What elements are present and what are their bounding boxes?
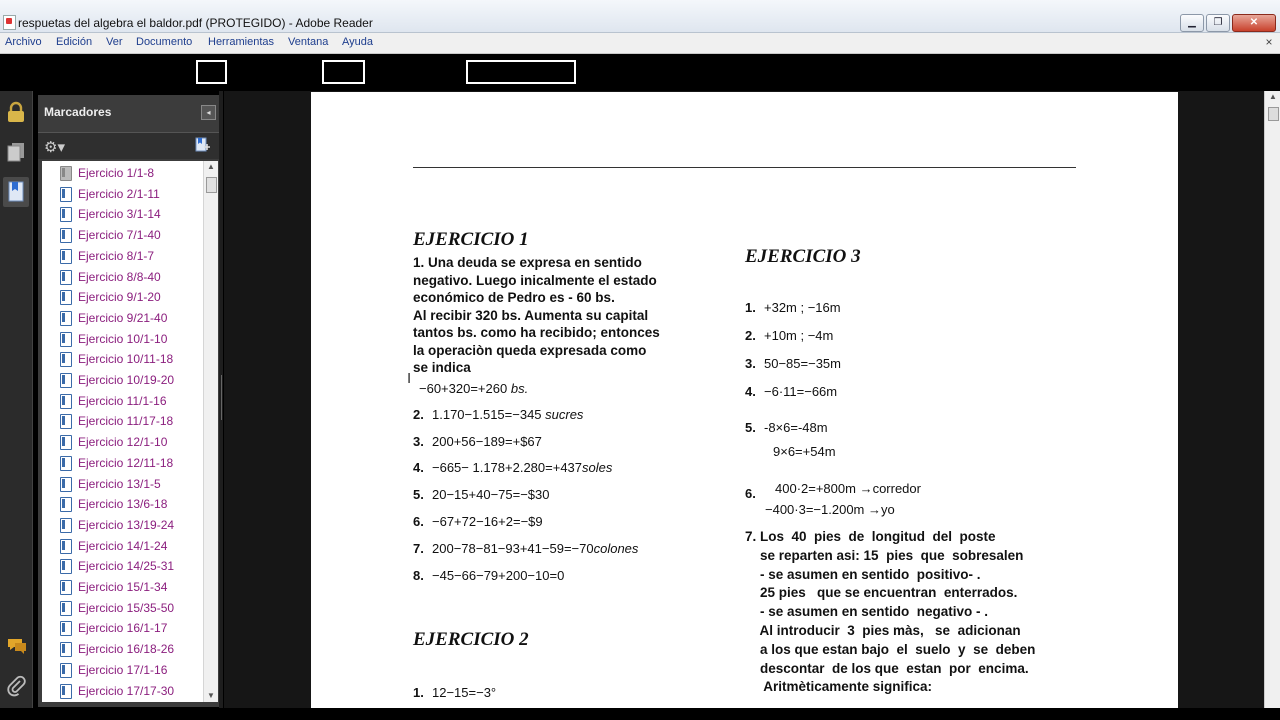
paragraph-line: Al recibir 320 bs. Aumenta su capital (413, 307, 649, 323)
text-cursor-icon: I (407, 370, 412, 387)
bookmark-label: Ejercicio 13/19-24 (78, 517, 175, 532)
paragraph-line: negativo. Luego inicalmente el estado (413, 272, 657, 288)
new-bookmark-icon[interactable] (195, 137, 211, 153)
equation (413, 434, 542, 449)
equation (745, 328, 833, 343)
equation-text: 200+56−189=+$67 (432, 434, 542, 449)
scroll-up-arrow-icon[interactable]: ▲ (207, 162, 215, 171)
bookmark-icon (60, 559, 72, 574)
menu-ver[interactable]: Ver (106, 36, 123, 48)
equation-unit: bs. (510, 381, 529, 396)
bookmark-label: Ejercicio 1/1-8 (78, 166, 155, 180)
bookmark-item[interactable] (42, 474, 202, 494)
bookmark-item[interactable] (42, 598, 202, 618)
equation: −400·3=−1.200m →yo (765, 502, 895, 517)
paragraph-line: Aritmèticamente significa: (745, 679, 933, 695)
bookmark-item[interactable] (42, 556, 202, 576)
bookmark-label: Ejercicio 13/1-5 (78, 476, 161, 491)
equation (413, 514, 543, 529)
menu-ayuda[interactable]: Ayuda (342, 36, 373, 48)
menu-ventana[interactable]: Ventana (288, 36, 329, 48)
bookmarks-icon[interactable] (3, 177, 29, 207)
bookmark-label: Ejercicio 13/6-18 (78, 497, 168, 512)
equation-text: −45−66−79+200−10=0 (432, 568, 565, 583)
scroll-down-arrow-icon[interactable]: ▼ (207, 691, 215, 700)
equation-number: 2. (413, 407, 424, 422)
bookmark-icon (60, 228, 72, 243)
bookmark-icon (60, 663, 72, 678)
bookmark-item[interactable] (42, 308, 202, 328)
bookmark-label: Ejercicio 17/17-30 (78, 683, 175, 698)
equation-text: 20−15+40−75=−$30 (432, 487, 550, 502)
bookmarks-title: Marcadores (44, 105, 112, 119)
bookmark-icon (60, 187, 72, 202)
status-strip (0, 708, 1280, 720)
paragraph-line: - se asumen en sentido negativo - . (745, 604, 989, 620)
paragraph-line: - se asumen en sentido positivo- . (745, 566, 981, 582)
equation-text: 50−85=−35m (764, 356, 841, 371)
equation-text: +10m ; −4m (764, 328, 834, 343)
options-gear-icon[interactable]: ⚙▾ (44, 139, 65, 156)
paragraph-line: económico de Pedro es - 60 bs. (413, 290, 615, 305)
equation-text: 200−78−81−93+41−59=−70 (432, 541, 594, 556)
bookmark-icon (60, 601, 72, 616)
equation (745, 356, 841, 371)
equation (413, 568, 564, 583)
bookmark-item[interactable] (42, 453, 202, 473)
bookmarks-toolbar (38, 132, 219, 159)
menu-archivo[interactable]: Archivo (5, 36, 42, 48)
scroll-up-arrow-icon[interactable]: ▲ (1269, 92, 1277, 101)
bookmark-icon (60, 642, 72, 657)
bookmark-label: Ejercicio 9/21-40 (78, 310, 168, 325)
equation-unit: soles (582, 460, 613, 475)
paragraph-line: se reparten asi: 15 pies que sobresalen (745, 547, 1024, 563)
bookmark-item[interactable] (42, 618, 202, 638)
equation-number: 3. (413, 434, 424, 449)
menu-documento[interactable]: Documento (136, 36, 193, 48)
equation-text: +32m ; −16m (764, 300, 841, 315)
bookmark-icon (60, 166, 72, 181)
bookmark-label: Ejercicio 14/1-24 (78, 538, 168, 553)
bookmark-label: Ejercicio 8/1-7 (78, 248, 155, 263)
toolbar-field[interactable] (466, 60, 576, 84)
bookmark-item[interactable] (42, 225, 202, 245)
equation-number: 1. (413, 685, 424, 700)
bookmark-icon (60, 497, 72, 512)
equation (745, 420, 828, 435)
bookmark-item[interactable] (42, 163, 202, 183)
bookmark-item[interactable] (42, 494, 202, 514)
bookmark-item[interactable] (42, 536, 202, 556)
pdf-app-icon (3, 15, 16, 30)
bookmark-item[interactable] (42, 204, 202, 224)
equation-unit: colones (593, 541, 639, 556)
bookmark-label: Ejercicio 17/1-16 (78, 662, 168, 677)
bookmark-icon (60, 518, 72, 533)
pdf-page (311, 92, 1178, 712)
equation-number: 6. (413, 514, 424, 529)
ejercicio-1-heading: EJERCICIO 1 (413, 229, 529, 250)
bookmark-label: Ejercicio 16/1-17 (78, 621, 168, 636)
paragraph-line: la operaciòn queda expresada como (413, 342, 647, 358)
equation-number: 8. (413, 568, 424, 583)
equation-number: 5. (413, 487, 424, 502)
equation-number: 4. (745, 384, 756, 399)
paragraph-line: 7. Los 40 pies de longitud del poste (745, 529, 996, 544)
equation-text: −67+72−16+2=−$9 (432, 514, 543, 529)
bookmark-label: Ejercicio 11/1-16 (78, 393, 167, 408)
equation: 9×6=+54m (773, 444, 836, 459)
paragraph-line: a los que estan bajo el suelo y se deben (745, 641, 1036, 657)
equation-number: 6. (745, 486, 756, 501)
paragraph-line: tantos bs. como ha recibido; entonces (413, 325, 660, 340)
close-button[interactable]: ✕ (1232, 14, 1276, 32)
navigation-rail (0, 91, 33, 708)
equation-text: -8×6=-48m (764, 420, 828, 435)
equation (413, 487, 550, 502)
equation-text: 12−15=−3° (432, 685, 497, 700)
attachments-icon[interactable] (6, 675, 26, 697)
menu-bar (0, 33, 1280, 54)
equation (413, 460, 612, 475)
bookmark-icon (60, 207, 72, 222)
bookmark-label: Ejercicio 2/1-11 (78, 186, 160, 201)
bookmark-label: Ejercicio 10/11-18 (78, 352, 174, 367)
equation-number: 7. (413, 541, 424, 556)
bookmark-label: Ejercicio 15/1-34 (78, 580, 168, 594)
equation (413, 541, 638, 556)
bookmark-label: Ejercicio 16/18-26 (78, 642, 175, 657)
paragraph-line: descontar de los que estan por encima. (745, 660, 1029, 676)
equation-text: −665− 1.178+2.280=+437 (432, 460, 583, 475)
bookmark-icon (60, 290, 72, 305)
equation-number: 1. (745, 300, 756, 315)
menu-edicion[interactable]: Edición (56, 36, 93, 48)
equation-number: 2. (745, 328, 756, 343)
ejercicio-3-heading: EJERCICIO 3 (745, 246, 861, 267)
paragraph-line: Al introducir 3 pies màs, se adicionan (745, 622, 1021, 638)
bookmark-icon (60, 414, 72, 429)
bookmarks-scrollbar[interactable] (203, 161, 218, 702)
bookmark-item[interactable] (42, 287, 202, 307)
bookmark-item[interactable] (42, 681, 202, 701)
bookmark-icon (60, 332, 72, 347)
equation (413, 407, 583, 422)
equation-unit: sucres (545, 407, 584, 422)
bookmark-icon (60, 249, 72, 264)
menu-herramientas[interactable]: Herramientas (208, 36, 275, 48)
bookmark-icon (60, 477, 72, 492)
ejercicio-1-paragraph (413, 254, 660, 377)
bookmark-label: Ejercicio 11/17-18 (78, 414, 174, 429)
close-document-icon[interactable]: × (1265, 35, 1273, 49)
bookmark-item[interactable] (42, 267, 202, 287)
bookmark-item[interactable] (42, 411, 202, 431)
toolbar-button[interactable] (196, 60, 227, 84)
equation-text: −6·11=−66m (764, 384, 838, 399)
lock-icon[interactable] (6, 101, 26, 123)
bookmark-icon (60, 539, 72, 554)
bookmark-label: Ejercicio 7/1-40 (78, 228, 161, 243)
bookmark-label: Ejercicio 15/35-50 (78, 600, 175, 615)
bookmarks-list (42, 161, 218, 702)
scroll-thumb[interactable] (206, 177, 217, 193)
bookmark-icon (60, 456, 72, 471)
maximize-button[interactable]: ❐ (1206, 14, 1230, 32)
equation-text: −60+320=+260 (419, 381, 508, 396)
bookmark-item[interactable] (42, 184, 202, 204)
bookmark-label: Ejercicio 10/1-10 (78, 331, 168, 346)
equation-number: 5. (745, 420, 756, 435)
bookmark-icon (60, 435, 72, 450)
bookmark-icon (60, 311, 72, 326)
splitter-grip[interactable] (221, 375, 222, 420)
bookmark-icon (60, 352, 72, 367)
equation-number: 4. (413, 460, 424, 475)
header-rule (413, 167, 1076, 168)
ejercicio-2-heading: EJERCICIO 2 (413, 629, 529, 650)
equation: 400·2=+800m →corredor (775, 481, 921, 496)
bookmark-icon (60, 684, 72, 699)
bookmark-item[interactable] (42, 432, 202, 452)
bookmark-label: Ejercicio 12/11-18 (78, 455, 174, 470)
document-scrollbar[interactable] (1264, 91, 1280, 708)
bookmark-icon (60, 394, 72, 409)
bookmark-item[interactable] (42, 660, 202, 680)
ejercicio-3-item-7 (745, 528, 1035, 697)
bookmark-icon (60, 580, 72, 595)
bookmarks-panel (38, 95, 219, 707)
toolbar-button[interactable] (322, 60, 365, 84)
bookmark-icon (60, 621, 72, 636)
bookmark-item[interactable] (42, 370, 202, 390)
bookmark-item[interactable] (42, 391, 202, 411)
pages-icon[interactable] (6, 141, 26, 163)
scroll-thumb[interactable] (1268, 107, 1279, 121)
minimize-button[interactable]: ▁ (1180, 14, 1204, 32)
comments-icon[interactable] (6, 635, 26, 657)
equation-number: 3. (745, 356, 756, 371)
bookmark-item[interactable] (42, 577, 202, 597)
bookmark-label: Ejercicio 3/1-14 (78, 207, 161, 222)
toolbar (0, 54, 1280, 90)
equation (413, 685, 496, 700)
bookmark-item[interactable] (42, 329, 202, 349)
equation-text: 1.170−1.515=−345 (432, 407, 546, 422)
equation (745, 384, 837, 399)
bookmark-item[interactable] (42, 639, 202, 659)
paragraph-line: 25 pies que se encuentran enterrados. (745, 585, 1018, 601)
bookmark-icon (60, 373, 72, 388)
bookmark-label: Ejercicio 9/1-20 (78, 290, 161, 305)
bookmark-item[interactable] (42, 515, 202, 535)
paragraph-line: 1. Una deuda se expresa en sentido (413, 255, 642, 270)
bookmark-item[interactable] (42, 246, 202, 266)
equation (419, 381, 528, 396)
bookmark-item[interactable] (42, 349, 202, 369)
title-bar (0, 0, 1280, 33)
paragraph-line: se indica (413, 360, 471, 375)
bookmark-label: Ejercicio 12/1-10 (78, 435, 168, 450)
equation (745, 300, 841, 315)
bookmark-icon (60, 270, 72, 285)
window-title: respuetas del algebra el baldor.pdf (PROTEGIDO) - Adobe Reader (18, 16, 373, 30)
bookmark-label: Ejercicio 10/19-20 (78, 373, 175, 387)
bookmark-label: Ejercicio 8/8-40 (78, 269, 161, 284)
bookmark-label: Ejercicio 14/25-31 (78, 559, 175, 574)
collapse-panel-button[interactable]: ◂ (201, 105, 216, 120)
bookmarks-header (38, 95, 219, 131)
